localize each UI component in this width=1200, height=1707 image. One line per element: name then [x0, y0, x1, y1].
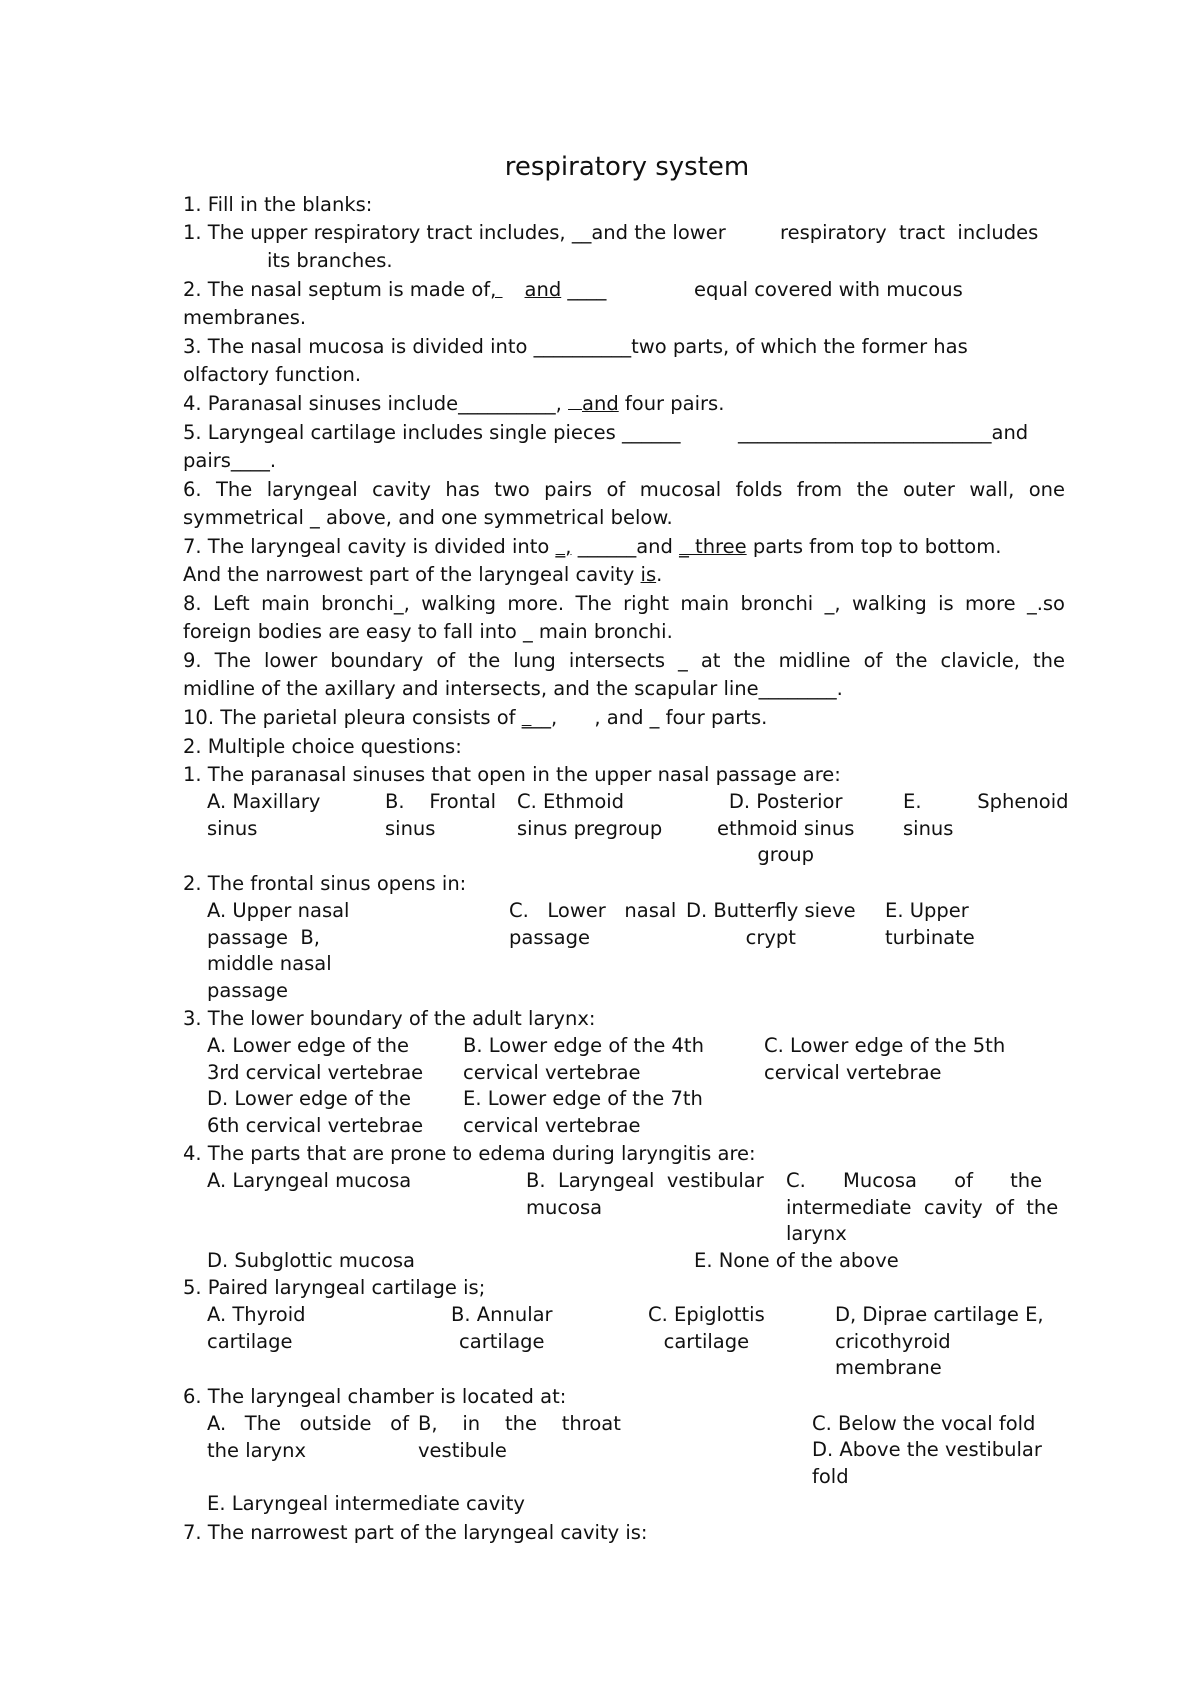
mc-q5-option-d: D, Diprae cartilage E, cricothyroid membrane [835, 1303, 1044, 1379]
section-heading-mc: 2. Multiple choice questions: [183, 735, 462, 758]
fill-q10-line1: 10. The parietal pleura consists of ___, , and _ four parts. [183, 706, 768, 729]
mc-q1-option-d: D. Posterior ethmoid sinus group [717, 790, 855, 866]
mc-q3-option-d: D. Lower edge of the 6th cervical vertebrae [207, 1087, 424, 1137]
mc-q6-option-a: A. The outside of the larynx [207, 1412, 409, 1462]
mc-q6-stem: 6. The laryngeal chamber is located at: [183, 1385, 567, 1408]
mc-q4-option-e: E. None of the above [694, 1249, 899, 1272]
mc-q2-option-ab: A. Upper nasal passage B, middle nasal passage [207, 899, 350, 1002]
mc-q4-stem: 4. The parts that are prone to edema during laryngitis are: [183, 1142, 756, 1165]
mc-q4-option-a: A. Laryngeal mucosa [207, 1169, 412, 1192]
mc-q1-option-b: B. Frontal sinus [385, 790, 497, 840]
fill-q8-line2: foreign bodies are easy to fall into _ main bronchi. [183, 620, 673, 643]
mc-q4-option-c: C. Mucosa of the intermediate cavity of the larynx [786, 1169, 1059, 1245]
mc-q2-option-e: E. Upper turbinate [885, 899, 975, 949]
mc-q5-stem: 5. Paired laryngeal cartilage is; [183, 1276, 486, 1299]
mc-q2-stem: 2. The frontal sinus opens in: [183, 872, 467, 895]
mc-q4-option-b: B. Laryngeal vestibular mucosa [526, 1169, 764, 1219]
mc-q6-option-d: D. Above the vestibular fold [812, 1438, 1042, 1488]
mc-q2-option-d: D. Butterfly sieve crypt [686, 899, 856, 949]
fill-q1-line1b: respiratory tract includes [780, 221, 1039, 244]
fill-q3-line1: 3. The nasal mucosa is divided into __________two parts, of which the former has [183, 335, 968, 358]
mc-q1-stem: 1. The paranasal sinuses that open in the upper nasal passage are: [183, 763, 841, 786]
mc-q6-option-c: C. Below the vocal fold [812, 1412, 1036, 1435]
mc-q2-option-c: C. Lower nasal passage [509, 899, 677, 949]
fill-q1-line2: its branches. [267, 249, 393, 272]
mc-q1-option-c: C. Ethmoid sinus pregroup [517, 790, 663, 840]
mc-q5-option-a: A. Thyroid cartilage [207, 1303, 306, 1353]
fill-q3-line2: olfactory function. [183, 363, 362, 386]
fill-q2-line1b: equal covered with mucous [694, 278, 963, 301]
mc-q3-option-c: C. Lower edge of the 5th cervical vertebrae [764, 1034, 1006, 1084]
mc-q7-stem: 7. The narrowest part of the laryngeal cavity is: [183, 1521, 648, 1544]
fill-q8-line1: 8. Left main bronchi_, walking more. The right main bronchi _, walking is more _.so [183, 592, 1065, 615]
fill-q6-line1: 6. The laryngeal cavity has two pairs of mucosal folds from the outer wall, one [183, 478, 1065, 501]
fill-q5-line1a: 5. Laryngeal cartilage includes single pieces ______ [183, 421, 681, 444]
mc-q5-option-b: B. Annular cartilage [451, 1303, 553, 1353]
mc-q1-option-e: E. Sphenoid sinus [903, 790, 1069, 840]
fill-q9-line2: midline of the axillary and intersects, and the scapular line________. [183, 677, 843, 700]
mc-q3-option-b: B. Lower edge of the 4th cervical vertebrae [463, 1034, 704, 1084]
mc-q6-option-b: B, in the throat vestibule [418, 1412, 621, 1462]
mc-q3-stem: 3. The lower boundary of the adult larynx: [183, 1007, 596, 1030]
fill-q5-line1b: __________________________and [738, 421, 1029, 444]
mc-q4-option-d: D. Subglottic mucosa [207, 1249, 415, 1272]
mc-q5-option-c: C. Epiglottis cartilage [648, 1303, 765, 1353]
fill-q7-line2: And the narrowest part of the laryngeal cavity is. [183, 563, 663, 586]
fill-q2-line2: membranes. [183, 306, 307, 329]
fill-q2-line1: 2. The nasal septum is made of, and ____ [183, 278, 607, 301]
mc-q1-option-a: A. Maxillary sinus [207, 790, 321, 840]
fill-q4-line1: 4. Paranasal sinuses include__________, and four pairs. [183, 392, 725, 415]
section-heading-fill: 1. Fill in the blanks: [183, 193, 373, 216]
fill-q6-line2: symmetrical _ above, and one symmetrical below. [183, 506, 673, 529]
mc-q3-option-a: A. Lower edge of the 3rd cervical vertebrae [207, 1034, 424, 1084]
fill-q1-line1a: 1. The upper respiratory tract includes, __and the lower [183, 221, 726, 244]
fill-q7-line1: 7. The laryngeal cavity is divided into _, ______and _ three parts from top to bottom. [183, 535, 1002, 558]
mc-q3-option-e: E. Lower edge of the 7th cervical vertebrae [463, 1087, 703, 1137]
page-title: respiratory system [504, 152, 750, 182]
fill-q9-line1: 9. The lower boundary of the lung intersects _ at the midline of the clavicle, the [183, 649, 1065, 672]
fill-q5-line2: pairs____. [183, 449, 277, 472]
mc-q6-option-e: E. Laryngeal intermediate cavity [207, 1492, 525, 1515]
